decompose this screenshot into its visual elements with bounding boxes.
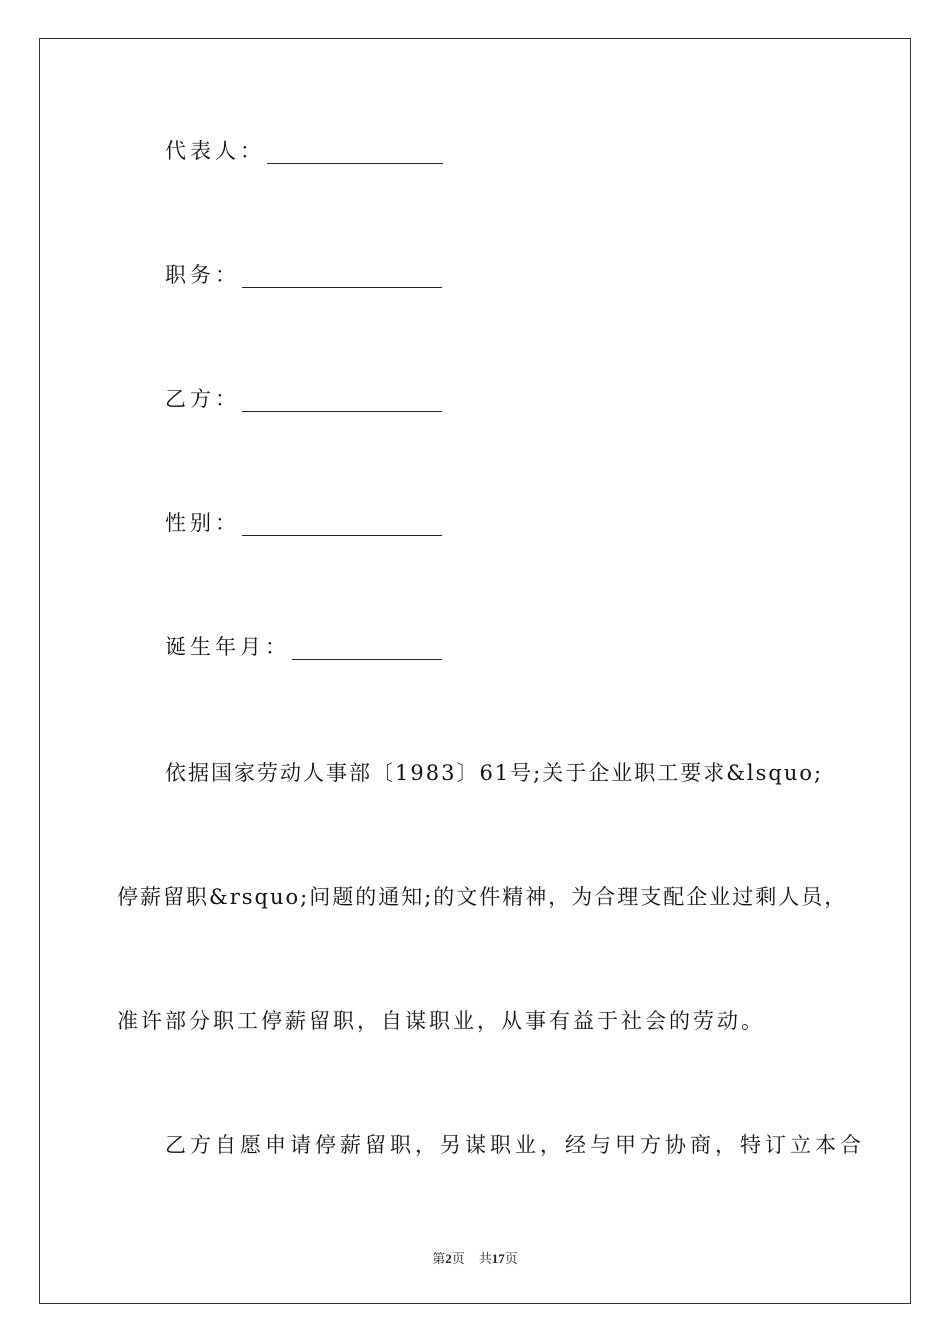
gender-blank[interactable] — [242, 515, 442, 536]
field-label: 乙方： — [165, 387, 240, 411]
field-label: 代表人： — [165, 139, 265, 163]
position-field — [165, 262, 442, 288]
paragraph-line: 准许部分职工停薪留职，自谋职业，从事有益于社会的劳动。 — [117, 1009, 765, 1033]
representative-field — [165, 138, 443, 164]
page-border — [39, 38, 911, 1304]
gender-field — [165, 510, 442, 536]
page-suffix: 页 — [451, 1251, 465, 1266]
paragraph-line: 停薪留职&rsquo;问题的通知;的文件精神，为合理支配企业过剩人员， — [117, 885, 848, 909]
position-blank[interactable] — [242, 267, 442, 288]
representative-blank[interactable] — [267, 143, 443, 164]
page-number: 2 — [445, 1251, 452, 1266]
field-label: 职务： — [165, 263, 240, 287]
party-b-field — [165, 386, 442, 412]
total-suffix: 页 — [504, 1251, 518, 1266]
birth-date-field — [165, 634, 442, 660]
field-label: 诞生年月： — [165, 635, 290, 659]
total-prefix: 共 — [478, 1251, 492, 1266]
page-footer — [0, 1248, 950, 1267]
birth-date-blank[interactable] — [292, 639, 442, 660]
page-prefix: 第 — [432, 1251, 446, 1266]
paragraph-line: 乙方自愿申请停薪留职，另谋职业，经与甲方协商，特订立本合 — [165, 1133, 865, 1157]
party-b-blank[interactable] — [242, 391, 442, 412]
field-label: 性别： — [165, 511, 240, 535]
paragraph-line: 依据国家劳动人事部〔1983〕61号;关于企业职工要求&lsquo; — [165, 761, 824, 785]
total-pages: 17 — [491, 1251, 505, 1266]
